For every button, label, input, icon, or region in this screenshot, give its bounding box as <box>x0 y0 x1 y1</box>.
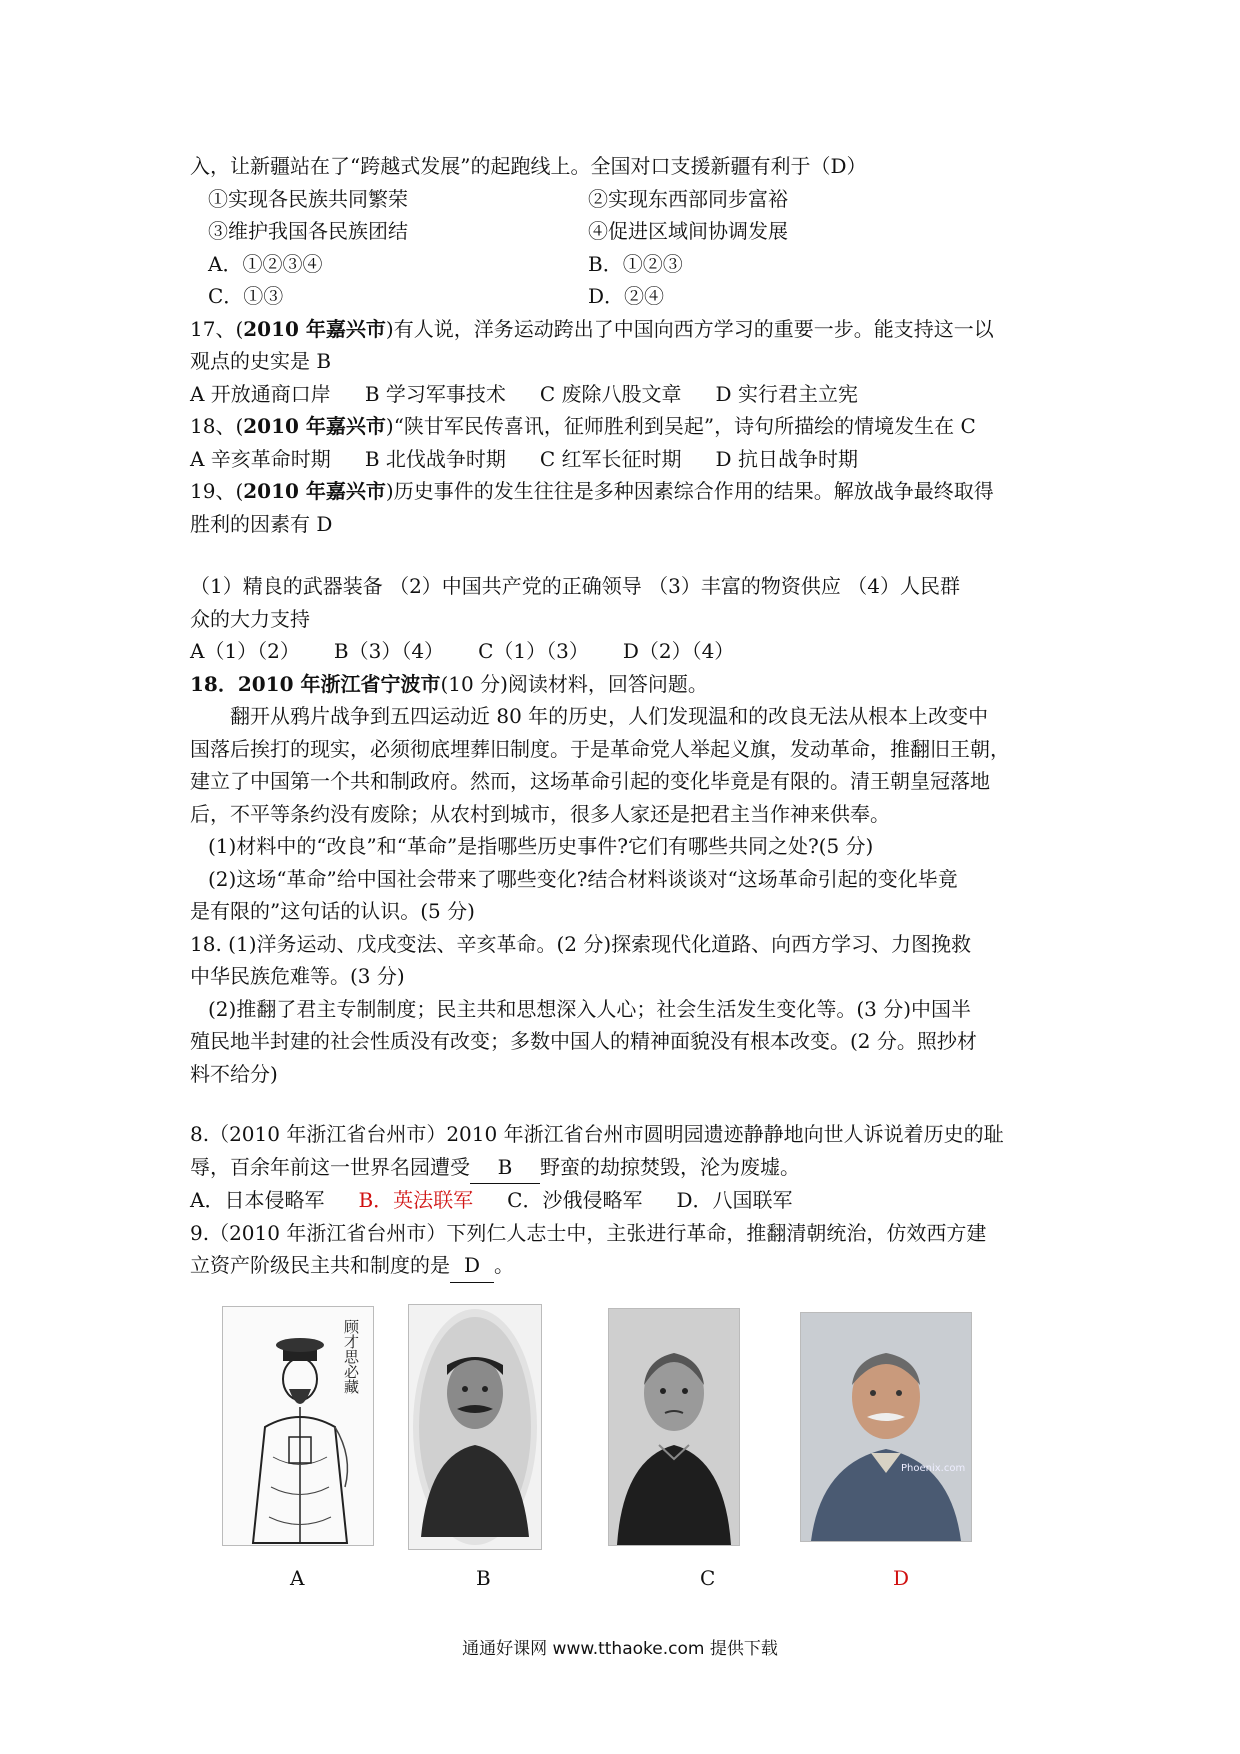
q19-option-d: D（2）（4） <box>622 639 735 663</box>
q18a-option-c: C 红军长征时期 <box>539 446 682 471</box>
q8-option-b-correct: B．英法联军 <box>358 1188 474 1212</box>
portrait-a-image <box>222 1306 374 1546</box>
caption-b: B <box>476 1566 491 1590</box>
q18b-answer-1: 18. (1)洋务运动、戊戌变法、辛亥革命。(2 分)探索现代化道路、向西方学习、力图挽救 <box>190 931 972 956</box>
q18a-stem <box>190 410 1070 443</box>
q16-item-3: ③维护我国各民族团结 <box>208 219 408 243</box>
portrait-d-image <box>800 1312 972 1542</box>
q18a-option-b: B 北伐战争时期 <box>364 446 506 471</box>
q18b-heading <box>190 668 1070 701</box>
q17-option-a: A 开放通商口岸 <box>190 381 331 406</box>
q19-option-b: B（3）（4） <box>333 639 445 663</box>
q19-option-c: C（1）（3） <box>478 639 589 663</box>
q19-text: )历史事件的发生往往是多种因素综合作用的结果。解放战争最终取得 <box>385 479 994 503</box>
q19-items: （1）精良的武器装备 （2）中国共产党的正确领导 （3）丰富的物资供应 （4）人民群 <box>190 574 960 598</box>
q18b-question-2-cont: 是有限的”这句话的认识。(5 分) <box>190 899 475 923</box>
q19-options <box>190 635 1070 668</box>
q17-stem-2: 观点的史实是 B <box>190 349 332 373</box>
q16-option-c: C．①③ <box>208 284 284 308</box>
q16-option-d: D．②④ <box>588 284 665 308</box>
q17-option-b: B 学习军事技术 <box>364 381 506 406</box>
q18b-question-2: (2)这场“革命”给中国社会带来了哪些变化?结合材料谈谈对“这场革命引起的变化毕竟 <box>208 866 958 891</box>
q17-number: 17、( <box>190 316 244 341</box>
q18b-material-4: 后，不平等条约没有废除；从农村到城市，很多人家还是把君主当作神来供奉。 <box>190 801 890 826</box>
q8-stem: 8.（2010 年浙江省台州市）2010 年浙江省台州市圆明园遗迹静静地向世人诉说着历史的耻 <box>190 1122 1004 1146</box>
caption-d-correct: D <box>893 1566 910 1590</box>
q8-answer-blank: B <box>470 1151 540 1185</box>
q16-item-2: ②实现东西部同步富裕 <box>588 186 788 211</box>
q19-stem-2: 胜利的因素有 D <box>190 511 333 536</box>
q17-option-d: D 实行君主立宪 <box>715 381 858 406</box>
portrait-c-drawing <box>609 1309 739 1545</box>
q18a-option-a: A 辛亥革命时期 <box>190 446 331 471</box>
q18b-source: 2010 年浙江省宁波市 <box>237 671 441 696</box>
q18a-text: )“陕甘军民传喜讯，征师胜利到吴起”，诗句所描绘的情境发生在 C <box>385 414 976 438</box>
q9-answer-blank: D <box>450 1249 494 1283</box>
q17-options <box>190 378 1070 411</box>
q16-item-4: ④促进区域间协调发展 <box>588 219 788 243</box>
q19-number: 19、( <box>190 479 244 503</box>
q8-option-c: C．沙俄侵略军 <box>507 1188 643 1212</box>
q16-option-a: A．①②③④ <box>208 251 323 276</box>
q18a-option-d: D 抗日战争时期 <box>715 446 858 471</box>
q17-stem <box>190 313 1070 346</box>
q18b-answer-2: (2)推翻了君主专制制度；民主共和思想深入人心；社会生活发生变化等。(3 分)中国半 <box>208 996 972 1021</box>
portrait-c-image <box>608 1308 740 1546</box>
q18b-material-1: 翻开从鸦片战争到五四运动近 80 年的历史，人们发现温和的改良无法从根本上改变中 <box>230 704 989 728</box>
photo-watermark: Phoenix.com <box>901 1463 966 1474</box>
q19-stem <box>190 475 1070 508</box>
q18b-answer-2-end: 料不给分) <box>190 1061 278 1086</box>
document-body <box>190 150 1070 1283</box>
q18a-source: 2010 年嘉兴市 <box>243 414 386 438</box>
q17-source: 2010 年嘉兴市 <box>243 316 386 341</box>
q9-stem: 9.（2010 年浙江省台州市）下列仁人志士中，主张进行革命，推翻清朝统治，仿效西方建 <box>190 1220 987 1245</box>
q9-stem-2 <box>190 1249 1070 1283</box>
q8-option-a: A．日本侵略军 <box>190 1188 325 1212</box>
q19-option-a: A（1）（2） <box>190 639 300 663</box>
q16-option-b: B．①②③ <box>588 251 683 276</box>
q18b-instruction: (10 分)阅读材料，回答问题。 <box>440 671 708 696</box>
q18a-number: 18、( <box>190 414 244 438</box>
q8-stem-2 <box>190 1151 1070 1185</box>
portrait-b-image <box>408 1304 542 1550</box>
q8-text-end: 野蛮的劫掠焚毁，沦为废墟。 <box>540 1154 800 1179</box>
q19-source: 2010 年嘉兴市 <box>243 479 386 503</box>
q16-item-1: ①实现各民族共同繁荣 <box>208 186 408 211</box>
q18b-material-2: 国落后挨打的现实，必须彻底埋葬旧制度。于是革命党人举起义旗，发动革命，推翻旧王朝， <box>190 736 1010 761</box>
calligraphy-inscription: 顾才思必藏 <box>342 1319 360 1394</box>
portrait-a-drawing <box>223 1307 373 1545</box>
q16-items-row1 <box>190 183 1070 216</box>
q18a-options <box>190 443 1070 476</box>
portrait-b-drawing <box>409 1305 541 1549</box>
q16-stem: 入，让新疆站在了“跨越式发展”的起跑线上。全国对口支援新疆有利于（D） <box>190 154 867 178</box>
caption-c: C <box>700 1566 716 1590</box>
q8-text: 辱，百余年前这一世界名园遭受 <box>190 1154 470 1179</box>
q8-option-d: D．八国联军 <box>676 1188 793 1212</box>
q8-options <box>190 1184 1070 1217</box>
q18b-answer-2-cont: 殖民地半封建的社会性质没有改变；多数中国人的精神面貌没有根本改变。(2 分。照抄材 <box>190 1029 977 1053</box>
q16-opts-row1 <box>190 248 1070 281</box>
q18b-number: 18． <box>190 671 238 696</box>
q16-items-row2 <box>190 215 1070 248</box>
page-footer: 通通好课网 www.tthaoke.com 提供下载 <box>462 1639 778 1659</box>
q16-opts-row2 <box>190 280 1070 313</box>
q17-text: )有人说，洋务运动跨出了中国向西方学习的重要一步。能支持这一以 <box>385 316 994 341</box>
q9-text: 立资产阶级民主共和制度的是 <box>190 1253 450 1277</box>
q19-items-2: 众的大力支持 <box>190 606 310 631</box>
q18b-material-3: 建立了中国第一个共和制政府。然而，这场革命引起的变化毕竟是有限的。清王朝皇冠落地 <box>190 769 990 793</box>
q9-period: 。 <box>494 1253 514 1277</box>
portrait-d-drawing <box>801 1313 971 1541</box>
q18b-question-1: (1)材料中的“改良”和“革命”是指哪些历史事件?它们有哪些共同之处?(5 分) <box>208 834 874 858</box>
q17-option-c: C 废除八股文章 <box>539 381 682 406</box>
caption-a: A <box>290 1566 305 1590</box>
q18b-answer-1-cont: 中华民族危难等。(3 分) <box>190 964 405 988</box>
